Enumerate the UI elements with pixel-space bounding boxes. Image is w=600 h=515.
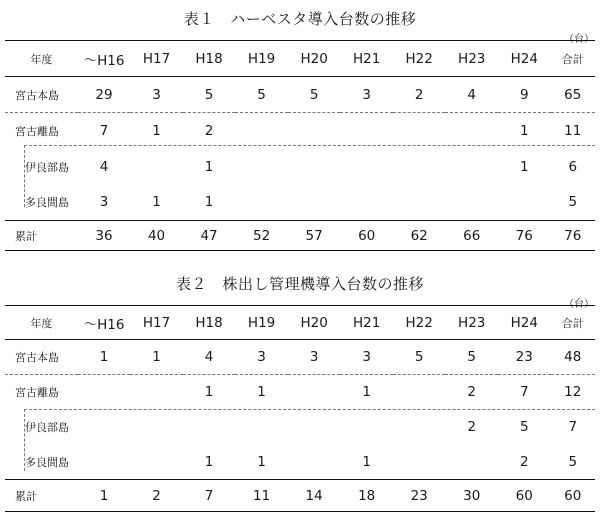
table-cell: 47 [200,227,218,244]
table-cell [393,149,446,185]
table-cell [393,410,446,445]
table-cell: 1 [130,113,183,149]
table1-header-row [5,41,595,77]
row-label: 累計 [15,489,37,503]
table-cell: 23 [410,487,428,504]
table2-header-cell: H23 [458,314,486,331]
table2-title: 表２ 株出し管理機導入台数の推移 [175,275,424,293]
table-cell: 7 [204,487,214,504]
table1-header-cell: H24 [510,50,538,67]
table-cell [340,113,393,149]
table-cell: 7 [568,419,578,435]
table1-header-cell: H22 [405,50,433,67]
row-label: 宮古離島 [5,375,78,410]
table-cell [235,149,288,185]
row-label: 宮古離島 [5,113,78,149]
table-cell: 4 [467,86,477,103]
table-cell: 9 [519,86,529,103]
table-cell: 30 [463,487,481,504]
table2-header-cell: H20 [300,314,328,331]
table-cell: 3 [257,349,266,365]
table-cell: 52 [253,227,271,244]
row-label: 多良間島 [25,455,69,469]
table-cell: 7 [498,375,551,410]
table-cell: 5 [414,349,424,365]
table-cell: 76 [564,227,582,244]
table-cell: 40 [147,227,166,244]
table-cell: 2 [414,86,424,103]
table-cell: 2 [152,487,161,504]
table1-header-cell: 年度 [30,52,53,66]
row-label: 累計 [15,229,37,243]
table-cell: 76 [515,227,533,244]
table-cell [288,185,341,221]
table-cell [130,149,183,185]
table1-header-cell: H23 [458,50,486,67]
table2-header-row [5,306,595,340]
table-cell: 62 [410,227,428,244]
table-cell: 3 [152,86,161,103]
table-cell: 66 [463,227,481,244]
sub-group-top-divider [24,409,595,410]
table-cell [445,113,498,149]
table1-title: 表１ ハーベスタ導入台数の推移 [183,10,417,28]
table-row [5,410,595,445]
table-row [5,113,595,149]
table-cell [340,185,393,221]
table-cell: 5 [467,349,477,365]
table-cell [288,410,341,445]
sub-group-top-divider [24,145,595,146]
table2-header-cell: H24 [510,314,538,331]
table-cell: 3 [362,349,371,365]
table-cell: 1 [204,158,214,175]
table-cell [393,113,446,149]
table-cell [393,185,446,221]
table-cell: 1 [498,113,551,149]
table-cell: 3 [309,349,319,365]
table-cell: 48 [564,349,582,365]
table1-header-cell: H18 [195,50,223,67]
table-cell [393,375,446,410]
table1-unit: （台） [564,34,594,45]
table-cell [393,445,446,480]
table-cell: 1 [257,453,266,470]
table-cell: 1 [362,453,371,470]
table-row [5,185,595,221]
table-cell [78,375,131,410]
table-cell: 1 [183,375,236,410]
table-cell: 18 [358,487,376,504]
table-cell [445,445,498,480]
table-row [5,77,595,113]
table2-header-cell: ～H16 [83,316,125,333]
table-cell: 5 [309,86,319,103]
table-cell: 1 [152,194,161,211]
table-cell: 5 [519,419,529,435]
table2-header-cell: 年度 [30,316,53,330]
table-cell [288,375,341,410]
table-cell [78,410,131,445]
table-cell [235,410,288,445]
table-cell: 11 [253,487,271,504]
table-row [5,340,595,375]
table-cell: 1 [519,158,529,175]
table-cell: 3 [99,194,109,211]
table-cell [340,149,393,185]
table-cell [235,113,288,149]
table-cell: 2 [467,419,477,435]
sub-group-left-divider [24,145,25,207]
table-cell: 60 [564,487,582,504]
table-cell: 2 [183,113,236,149]
table-cell [498,185,551,221]
table-cell: 5 [204,86,214,103]
table1-header-cell: H20 [300,50,328,67]
table2-header-cell: 合計 [561,316,584,330]
table-cell: 60 [515,487,533,504]
row-label: 伊良部島 [25,421,69,434]
table-cell: 2 [445,375,498,410]
table-cell: 4 [204,349,214,365]
table-cell: 14 [305,487,323,504]
table1-header-cell: H17 [142,50,171,67]
table-cell [445,149,498,185]
table-cell: 4 [99,158,109,175]
table-cell: 6 [568,158,578,175]
table-cell: 5 [257,86,266,103]
table-cell: 23 [515,349,533,365]
table-row [5,149,595,185]
table-cell [288,149,341,185]
table-cell: 1 [152,349,161,365]
table-cell: 3 [362,86,371,103]
row-label: 宮古本島 [15,88,59,102]
table-cell [288,445,341,480]
table-cell: 11 [551,113,595,149]
table-cell [288,113,341,149]
table-cell [130,445,183,480]
row-label: 伊良部島 [25,160,69,174]
table1-header-cell: H21 [352,50,381,67]
table1-header-cell: ～H16 [83,52,125,69]
table-cell: 57 [305,227,323,244]
table-row [5,445,595,480]
table-cell: 36 [95,227,113,244]
table-cell: 1 [340,375,393,410]
row-label: 宮古本島 [15,351,59,364]
table-cell: 29 [95,86,113,103]
table-cell [340,410,393,445]
total-row [5,480,595,512]
table-cell [130,375,183,410]
table-cell: 1 [235,375,288,410]
table-cell: 5 [568,453,578,470]
table-cell [183,410,236,445]
table2-header-cell: H22 [405,314,433,331]
row-label: 多良間島 [25,196,69,210]
table2-header-cell: H18 [195,314,223,331]
table-cell: 60 [358,227,376,244]
table-cell: 1 [204,453,214,470]
table-row [5,375,595,410]
table-cell: 65 [564,86,582,103]
table-cell [445,185,498,221]
sub-group-left-divider [24,409,25,471]
table-cell: 1 [99,487,109,504]
table2-header-cell: H17 [142,314,171,331]
table-cell [130,410,183,445]
table1-header-cell: H19 [247,50,276,67]
table-cell [78,445,131,480]
table-cell: 2 [519,453,529,470]
table2-header-cell: H21 [352,314,381,331]
table-cell: 12 [551,375,595,410]
table2-header-cell: H19 [247,314,276,331]
table2-unit: （台） [564,299,594,310]
table-cell: 1 [99,349,109,365]
table-cell: 5 [568,194,578,211]
table-cell: 7 [78,113,131,149]
table-cell: 1 [204,194,214,211]
table1-header-cell: 合計 [561,52,584,66]
table-cell [235,185,288,221]
total-row [5,221,595,251]
